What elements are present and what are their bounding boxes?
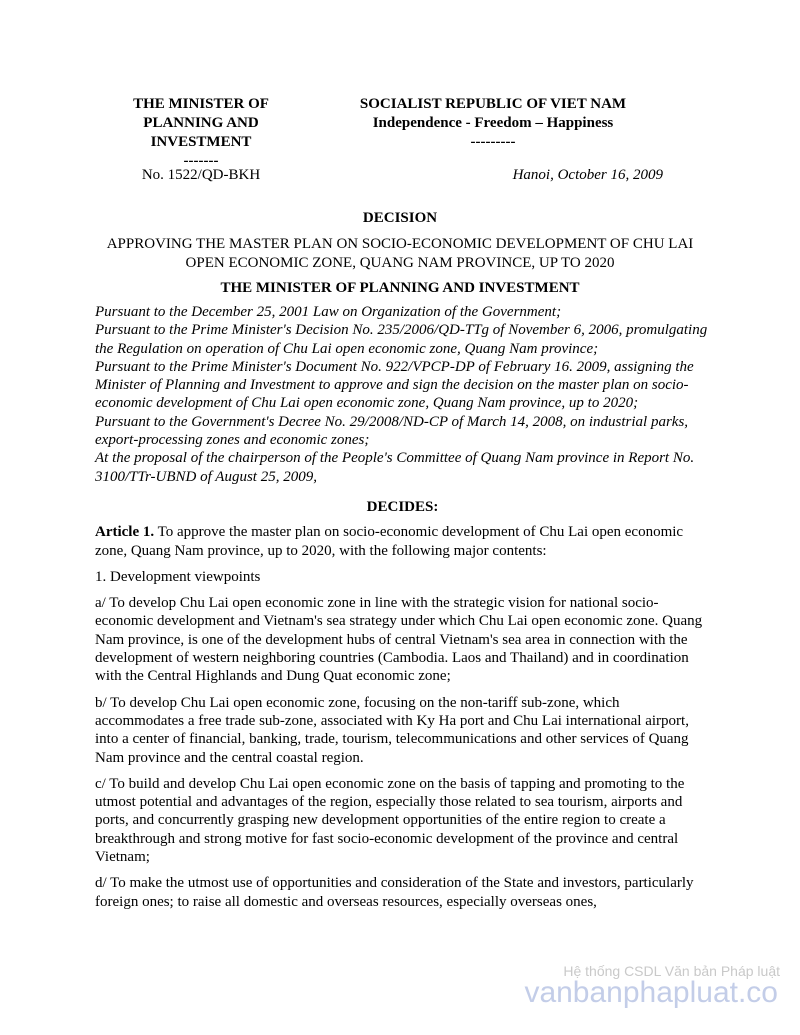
section-title: 1. Development viewpoints	[95, 568, 261, 585]
issuer-divider: -------	[183, 153, 219, 169]
viewpoint-item: c/ To build and develop Chu Lai open economic zone on the basis of tapping and promoting to the utmost potential and advantages of the region, especially those related to sea tourism, airports and ports, and concurrently grasping new development opportunities of the entire region to create a breakthrough and strong motive for fast socio-economic development of the province and central Vietnam;	[95, 775, 685, 866]
document-body	[95, 303, 710, 919]
document-subject: APPROVING THE MASTER PLAN ON SOCIO-ECONOMIC DEVELOPMENT OF CHU LAI OPEN ECONOMIC ZONE, QUANG NAM PROVINCE, UP TO 2020	[106, 236, 694, 271]
motto-divider: ---------	[470, 134, 516, 150]
watermark-caption: Hệ thống CSDL Văn bản Pháp luật	[563, 963, 780, 979]
decides-heading: DECIDES:	[366, 498, 439, 515]
article-text: To approve the master plan on socio-economic development of Chu Lai open economic zone, Quang Nam province, up to 2020, with the following major contents:	[95, 524, 684, 559]
viewpoint-item: b/ To develop Chu Lai open economic zone, focusing on the non-tariff sub-zone, which accommodates a free trade sub-zone, associated with Ky Ha port and Chu Lai international airport, into a center of financial, banking, trade, tourism, telecommunications and other services of Quang Nam province and the central coastal region.	[95, 694, 689, 766]
pursuant-line: Pursuant to the December 25, 2001 Law on Organization of the Government;	[95, 304, 562, 320]
national-motto-block	[330, 95, 656, 152]
country-name: SOCIALIST REPUBLIC OF VIET NAM	[359, 96, 627, 112]
issuer-line: THE MINISTER OF	[133, 96, 269, 112]
document-type-title: DECISION	[362, 210, 438, 226]
pursuant-section	[95, 303, 710, 486]
document-number: No. 1522/QD-BKH	[141, 167, 261, 183]
watermark-site: vanbanphapluat.co	[524, 976, 778, 1009]
issuing-authority-title: THE MINISTER OF PLANNING AND INVESTMENT	[220, 280, 580, 296]
pursuant-line: At the proposal of the chairperson of the People's Committee of Quang Nam province in Report No. 3100/TTr-UBND of August 25, 2009,	[95, 450, 695, 485]
viewpoint-item: a/ To develop Chu Lai open economic zone in line with the strategic vision for national socio-economic development and Vietnam's sea strategy under which Chu Lai open economic zone. Quang Nam province, is one of the development hubs of central Vietnam's sea area in connection with the development of western neighboring countries (Cambodia. Laos and Thailand) and in coordination with the Central Highlands and Dung Quat economic zone;	[95, 595, 703, 685]
motto: Independence - Freedom – Happiness	[372, 115, 614, 131]
article-label: Article 1.	[95, 524, 155, 541]
place-date: Hanoi, October 16, 2009	[512, 167, 663, 183]
issuer-line: PLANNING AND	[143, 115, 259, 131]
pursuant-line: Pursuant to the Prime Minister's Document No. 922/VPCP-DP of February 16. 2009, assigning the Minister of Planning and Investment to approve and sign the decision on the master plan on socio-economic development of Chu Lai open economic zone, Quang Nam province, up to 2020;	[95, 358, 694, 412]
pursuant-line: Pursuant to the Prime Minister's Decision No. 235/2006/QD-TTg of November 6, 2006, promulgating the Regulation on operation of Chu Lai open economic zone, Quang Nam province;	[95, 322, 708, 357]
issuer-block	[108, 95, 294, 171]
issuer-line: INVESTMENT	[150, 134, 252, 150]
viewpoint-item: d/ To make the utmost use of opportunities and consideration of the State and investors, particularly foreign ones; to raise all domestic and overseas resources, especially overseas ones,	[95, 875, 694, 910]
article-1	[95, 523, 710, 560]
pursuant-line: Pursuant to the Government's Decree No. 29/2008/ND-CP of March 14, 2008, on industrial parks, export-processing zones and economic zones;	[95, 413, 689, 449]
